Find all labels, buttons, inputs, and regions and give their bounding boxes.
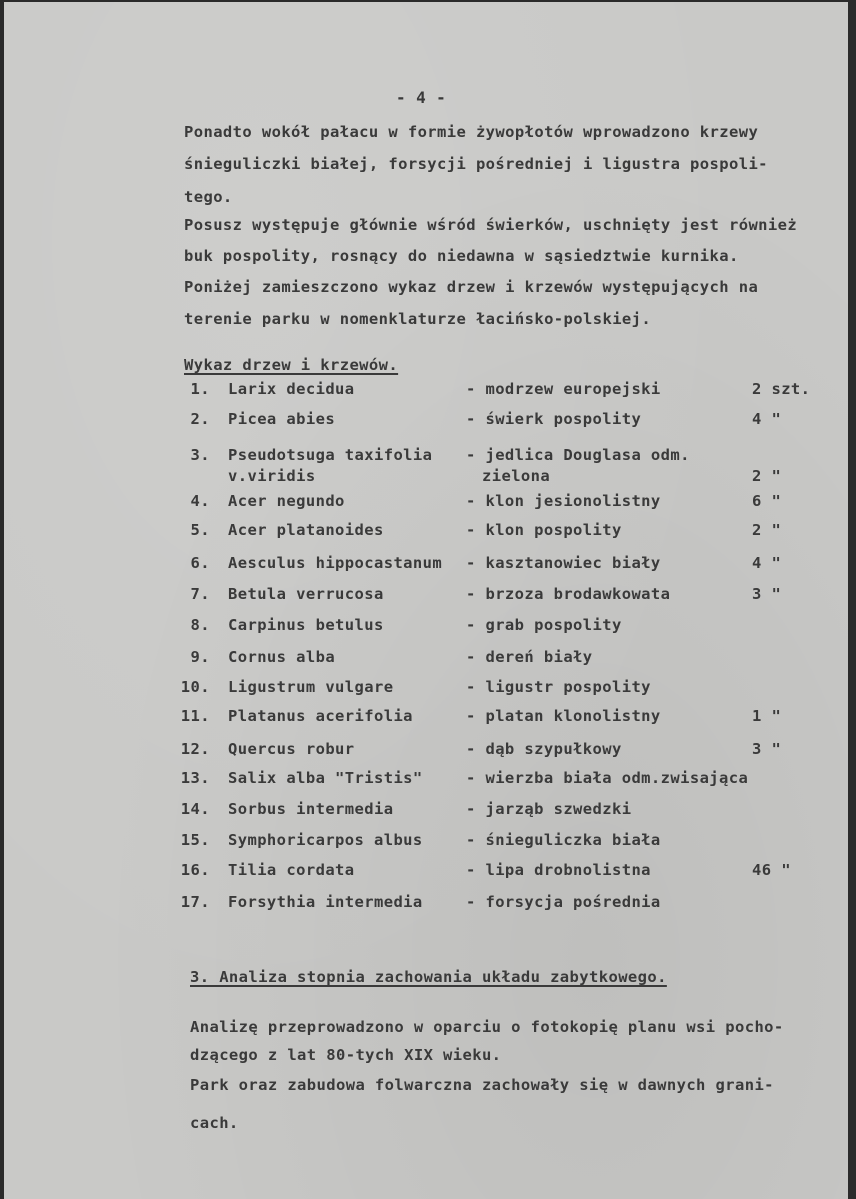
tree-number: 2. xyxy=(190,410,210,428)
tree-row xyxy=(0,861,856,883)
analysis-line: cach. xyxy=(190,1114,239,1132)
tree-row xyxy=(0,678,856,700)
tree-latin-name: Quercus robur xyxy=(228,740,355,758)
tree-polish-name: - śnieguliczka biała xyxy=(466,831,661,849)
tree-latin-name: Larix decidua xyxy=(228,380,355,398)
tree-polish-name: - grab pospolity xyxy=(466,616,622,634)
tree-row xyxy=(0,492,856,514)
section-heading: 3. Analiza stopnia zachowania układu zabytkowego. xyxy=(190,968,667,986)
tree-row xyxy=(0,831,856,853)
tree-row xyxy=(0,893,856,915)
tree-number: 5. xyxy=(190,521,210,539)
tree-number: 13. xyxy=(180,769,210,787)
tree-row xyxy=(0,554,856,576)
tree-polish-name: - jedlica Douglasa odm. xyxy=(466,446,690,464)
tree-number: 7. xyxy=(190,585,210,603)
tree-count: 2 szt. xyxy=(752,380,811,398)
tree-number: 1. xyxy=(190,380,210,398)
tree-count: 4 " xyxy=(752,554,782,572)
tree-latin-name: Salix alba "Tristis" xyxy=(228,769,423,787)
tree-number: 15. xyxy=(180,831,210,849)
tree-row xyxy=(0,585,856,607)
tree-polish-name: - dereń biały xyxy=(466,648,593,666)
analysis-line: Park oraz zabudowa folwarczna zachowały się w dawnych grani- xyxy=(190,1076,774,1094)
tree-latin-name: Tilia cordata xyxy=(228,861,355,879)
tree-polish-name: - forsycja pośrednia xyxy=(466,893,661,911)
tree-count: 4 " xyxy=(752,410,782,428)
tree-polish-name: - jarząb szwedzki xyxy=(466,800,632,818)
tree-count: 2 " xyxy=(752,467,782,485)
tree-polish-variety: zielona xyxy=(482,467,551,485)
tree-polish-name: - kasztanowiec biały xyxy=(466,554,661,572)
tree-latin-name: Acer platanoides xyxy=(228,521,384,539)
tree-row xyxy=(0,446,856,485)
tree-latin-name: Cornus alba xyxy=(228,648,336,666)
tree-polish-name: - klon pospolity xyxy=(466,521,622,539)
tree-latin-name: Symphoricarpos albus xyxy=(228,831,423,849)
tree-count: 3 " xyxy=(752,585,782,603)
tree-count: 3 " xyxy=(752,740,782,758)
tree-latin-name: Acer negundo xyxy=(228,492,345,510)
tree-polish-name: - platan klonolistny xyxy=(466,707,661,725)
tree-polish-name: - dąb szypułkowy xyxy=(466,740,622,758)
tree-number: 9. xyxy=(190,648,210,666)
tree-polish-name: - brzoza brodawkowata xyxy=(466,585,671,603)
tree-row xyxy=(0,740,856,762)
intro-line: Ponadto wokół pałacu w formie żywopłotów wprowadzono krzewy xyxy=(184,123,759,141)
tree-polish-name: - lipa drobnolistna xyxy=(466,861,651,879)
tree-latin-name: Pseudotsuga taxifolia xyxy=(228,446,433,464)
tree-latin-name: Aesculus hippocastanum xyxy=(228,554,443,572)
tree-number: 14. xyxy=(180,800,210,818)
tree-polish-name: - wierzba biała odm.zwisająca xyxy=(466,769,749,787)
list-heading: Wykaz drzew i krzewów. xyxy=(184,356,399,374)
tree-number: 6. xyxy=(190,554,210,572)
tree-latin-variety: v.viridis xyxy=(228,467,316,485)
intro-line: tego. xyxy=(184,188,233,206)
intro-line: śnieguliczki białej, forsycji pośredniej i ligustra pospoli- xyxy=(184,155,768,173)
tree-row xyxy=(0,707,856,729)
tree-number: 11. xyxy=(180,707,210,725)
tree-number: 17. xyxy=(180,893,210,911)
tree-number: 12. xyxy=(180,740,210,758)
tree-latin-name: Betula verrucosa xyxy=(228,585,384,603)
tree-latin-name: Carpinus betulus xyxy=(228,616,384,634)
analysis-line: Analizę przeprowadzono w oparciu o fotokopię planu wsi pocho- xyxy=(190,1018,784,1036)
tree-number: 8. xyxy=(190,616,210,634)
intro-line: Poniżej zamieszczono wykaz drzew i krzewów występujących na xyxy=(184,278,759,296)
tree-count: 46 " xyxy=(752,861,791,879)
tree-latin-name: Sorbus intermedia xyxy=(228,800,394,818)
tree-latin-name: Platanus acerifolia xyxy=(228,707,413,725)
analysis-line: dzącego z lat 80-tych XIX wieku. xyxy=(190,1046,502,1064)
tree-number: 4. xyxy=(190,492,210,510)
page-number: - 4 - xyxy=(396,88,447,107)
tree-polish-name: - świerk pospolity xyxy=(466,410,642,428)
tree-row xyxy=(0,800,856,822)
intro-line: Posusz występuje głównie wśród świerków, uschnięty jest również xyxy=(184,216,798,234)
tree-count: 1 " xyxy=(752,707,782,725)
tree-row xyxy=(0,648,856,670)
tree-row xyxy=(0,616,856,638)
tree-latin-name: Forsythia intermedia xyxy=(228,893,423,911)
tree-count: 6 " xyxy=(752,492,782,510)
tree-latin-name: Ligustrum vulgare xyxy=(228,678,394,696)
intro-line: buk pospolity, rosnący do niedawna w sąsiedztwie kurnika. xyxy=(184,247,739,265)
tree-number: 16. xyxy=(180,861,210,879)
tree-polish-name: - ligustr pospolity xyxy=(466,678,651,696)
tree-number: 3. xyxy=(190,446,210,464)
tree-polish-name: - klon jesionolistny xyxy=(466,492,661,510)
tree-number: 10. xyxy=(180,678,210,696)
tree-row xyxy=(0,410,856,432)
tree-row xyxy=(0,769,856,791)
tree-row xyxy=(0,521,856,543)
tree-latin-name: Picea abies xyxy=(228,410,336,428)
tree-polish-name: - modrzew europejski xyxy=(466,380,661,398)
tree-row xyxy=(0,380,856,402)
tree-count: 2 " xyxy=(752,521,782,539)
intro-line: terenie parku w nomenklaturze łacińsko-polskiej. xyxy=(184,310,652,328)
